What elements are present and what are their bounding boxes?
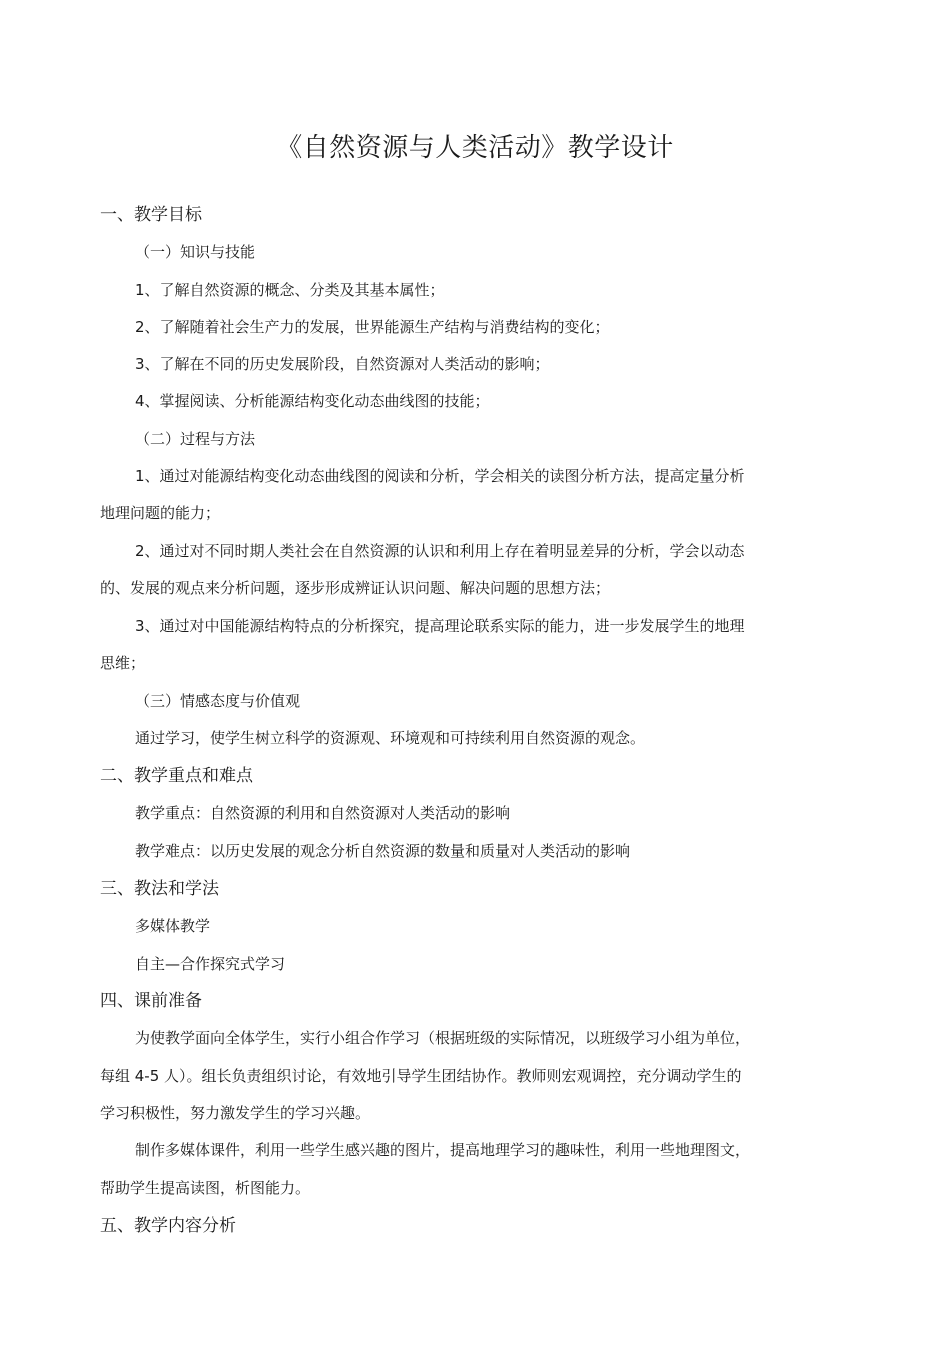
process-item-1-line-2: 地理问题的能力； xyxy=(100,504,221,522)
process-item-3-line-2: 思维； xyxy=(100,654,146,672)
preparation-para-1-line-1: 为使教学面向全体学生，实行小组合作学习（根据班级的实际情况，以班级学习小组为单位， xyxy=(135,1029,751,1047)
attitude-values-text: 通过学习，使学生树立科学的资源观、环境观和可持续利用自然资源的观念。 xyxy=(135,729,646,747)
section-heading-content-analysis: 五、教学内容分析 xyxy=(100,1216,236,1236)
method-item-2: 自主—合作探究式学习 xyxy=(135,955,286,973)
section-heading-methods: 三、教法和学法 xyxy=(100,879,219,899)
process-item-2-line-2: 的、发展的观点来分析问题，逐步形成辨证认识问题、解决问题的思想方法； xyxy=(100,579,611,597)
subheading-process-method: （二）过程与方法 xyxy=(135,430,256,448)
knowledge-item-3: 3、了解在不同的历史发展阶段，自然资源对人类活动的影响； xyxy=(135,355,550,373)
difficulty-text: 教学难点：以历史发展的观念分析自然资源的数量和质量对人类活动的影响 xyxy=(135,842,631,860)
section-heading-key-points: 二、教学重点和难点 xyxy=(100,766,253,786)
section-heading-preparation: 四、课前准备 xyxy=(100,991,202,1011)
preparation-para-2-line-1: 制作多媒体课件，利用一些学生感兴趣的图片，提高地理学习的趣味性，利用一些地理图文， xyxy=(135,1141,751,1159)
process-item-2-line-1: 2、通过对不同时期人类社会在自然资源的认识和利用上存在着明显差异的分析，学会以动态 xyxy=(135,542,745,560)
knowledge-item-2: 2、了解随着社会生产力的发展，世界能源生产结构与消费结构的变化； xyxy=(135,318,610,336)
key-point-text: 教学重点：自然资源的利用和自然资源对人类活动的影响 xyxy=(135,804,511,822)
process-item-1-line-1: 1、通过对能源结构变化动态曲线图的阅读和分析，学会相关的读图分析方法，提高定量分析 xyxy=(135,467,745,485)
document-title: 《自然资源与人类活动》教学设计 xyxy=(276,133,674,163)
knowledge-item-4: 4、掌握阅读、分析能源结构变化动态曲线图的技能； xyxy=(135,392,490,410)
section-heading-objectives: 一、教学目标 xyxy=(100,205,202,225)
subheading-attitude-values: （三）情感态度与价值观 xyxy=(135,692,301,710)
subheading-knowledge-skills: （一）知识与技能 xyxy=(135,243,256,261)
preparation-para-1-line-2: 每组 4-5 人）。组长负责组织讨论，有效地引导学生团结协作。教师则宏观调控，充分调动学生的 xyxy=(100,1067,742,1085)
preparation-para-2-line-2: 帮助学生提高读图，析图能力。 xyxy=(100,1179,311,1197)
preparation-para-1-line-3: 学习积极性，努力激发学生的学习兴趣。 xyxy=(100,1104,371,1122)
knowledge-item-1: 1、了解自然资源的概念、分类及其基本属性； xyxy=(135,281,445,299)
process-item-3-line-1: 3、通过对中国能源结构特点的分析探究，提高理论联系实际的能力，进一步发展学生的地理 xyxy=(135,617,745,635)
method-item-1: 多媒体教学 xyxy=(135,917,211,935)
